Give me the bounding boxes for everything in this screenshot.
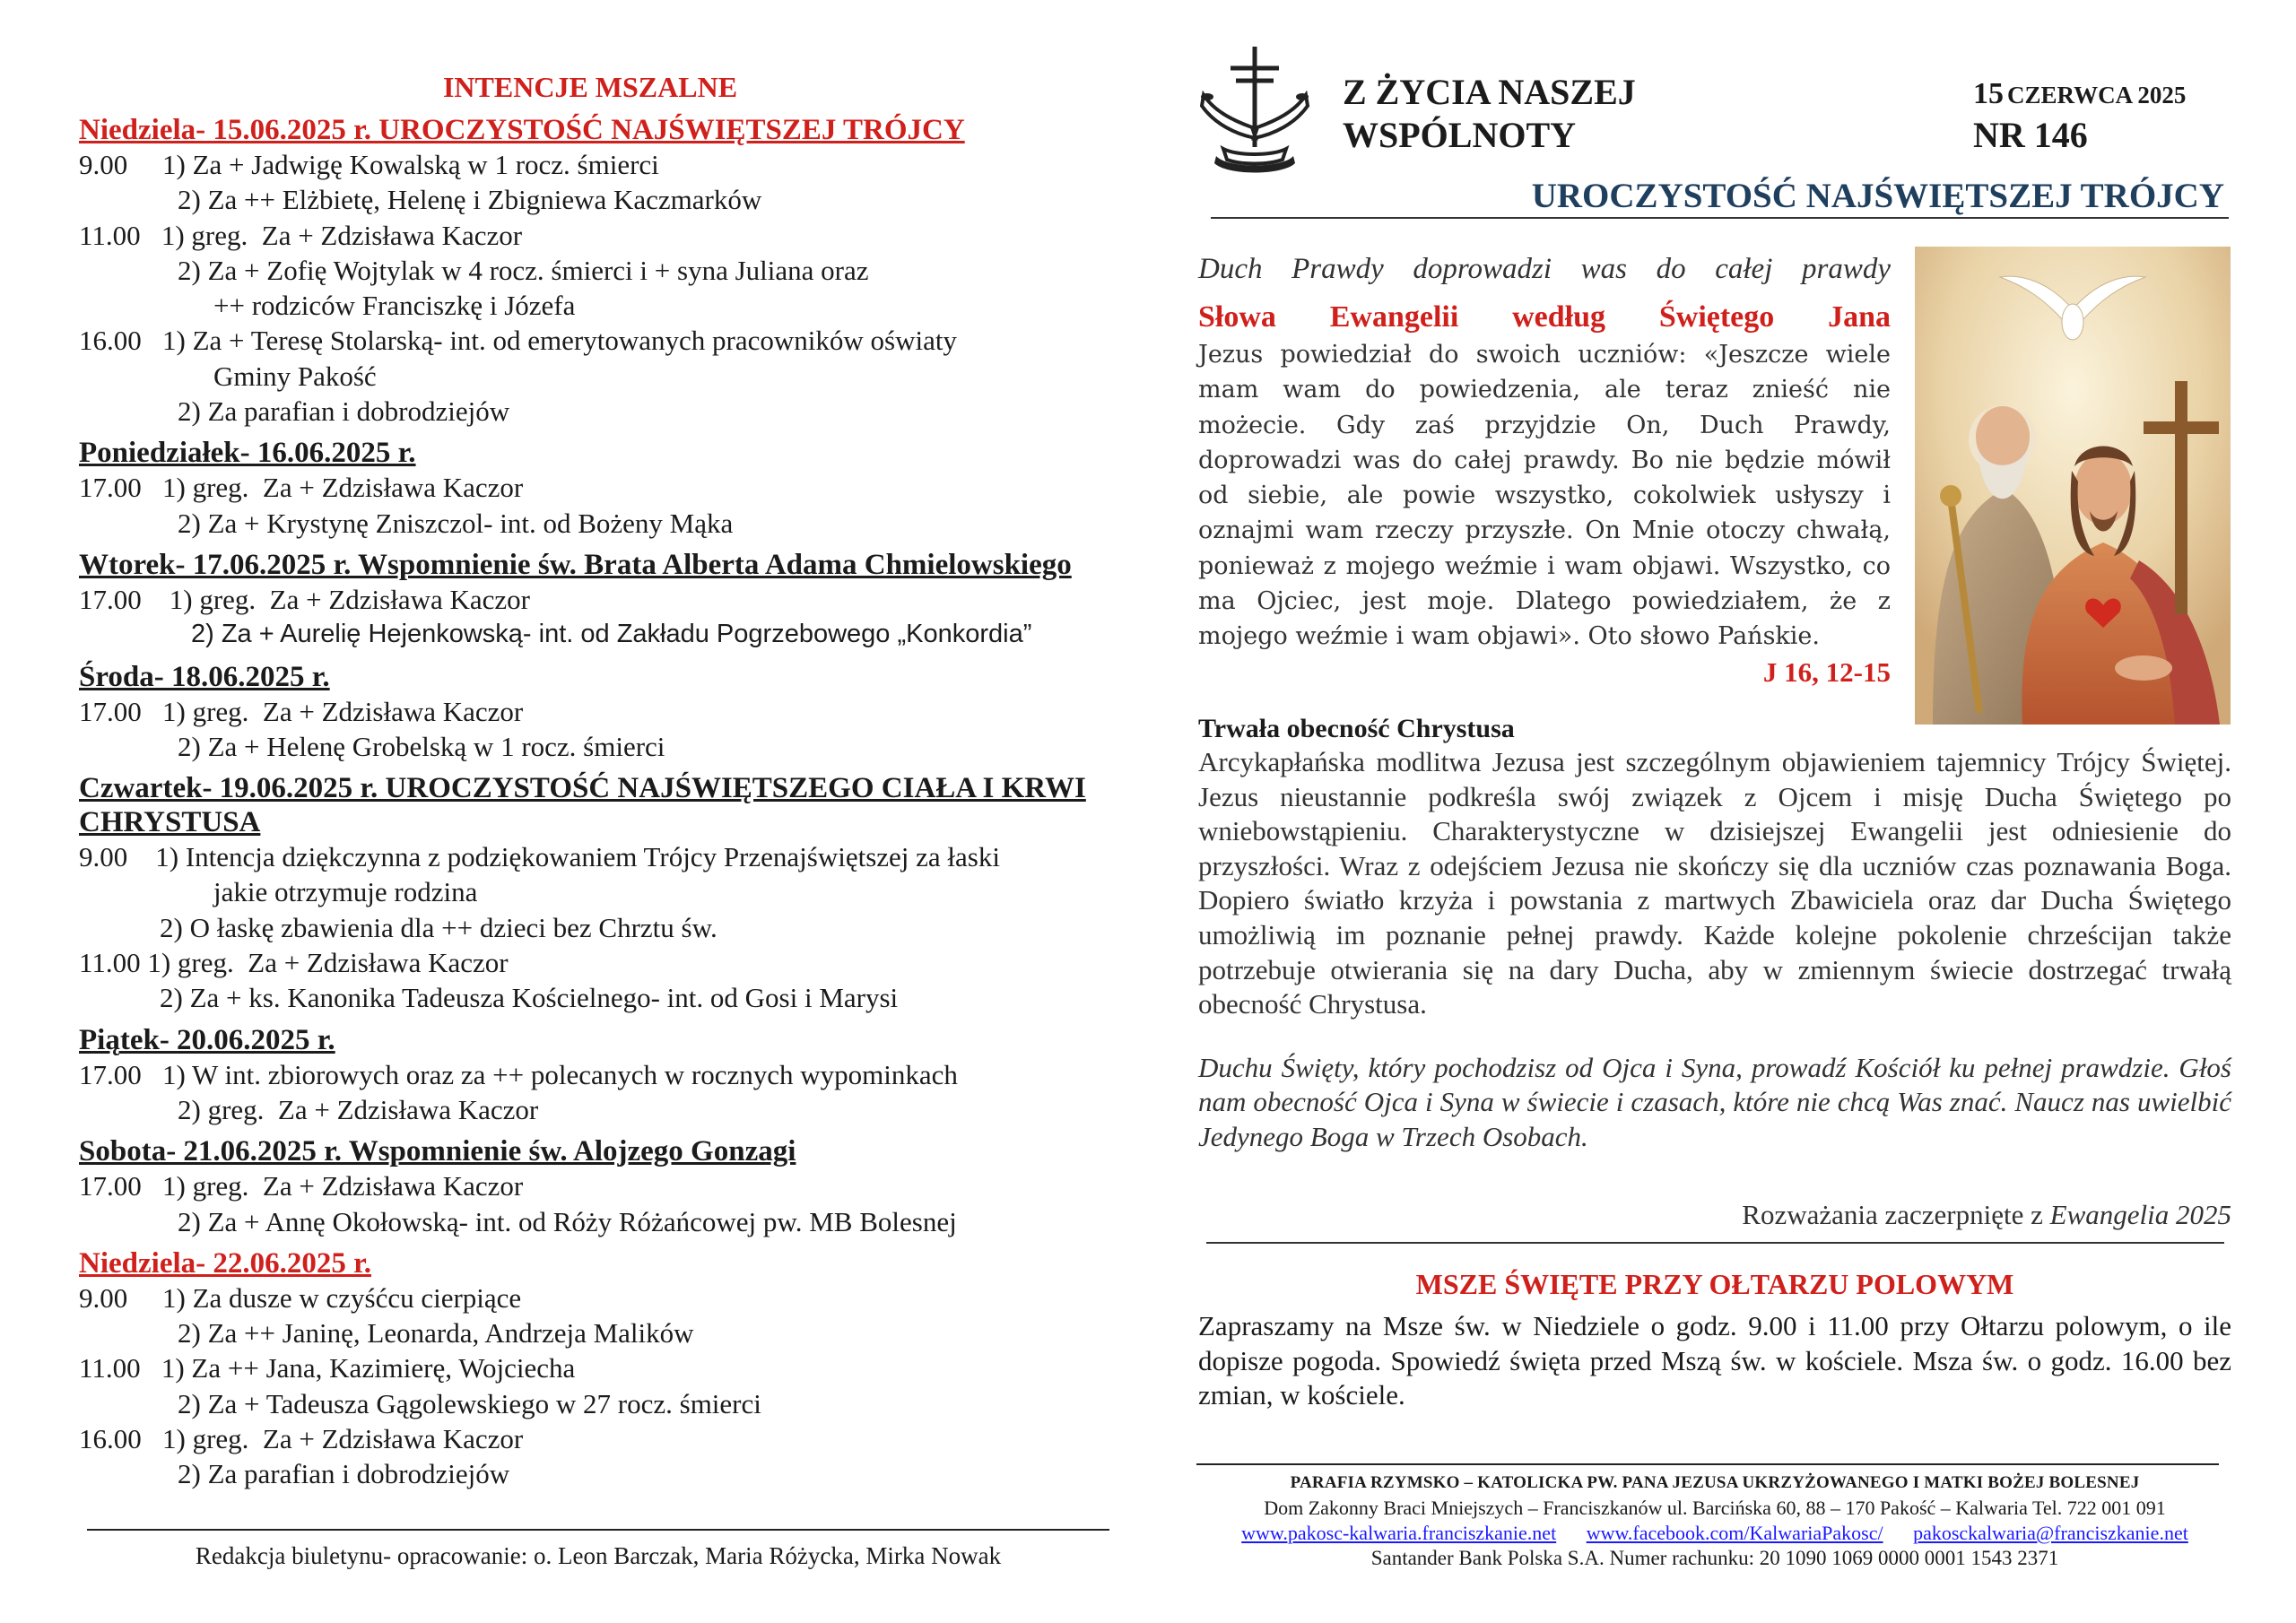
day-heading: Środa- 18.06.2025 r. xyxy=(79,660,330,693)
email-link[interactable]: pakosckalwaria@franciszkanie.net xyxy=(1913,1522,2188,1544)
day-heading: Wtorek- 17.06.2025 r. Wspomnienie św. Brata Alberta Adama Chmielowskiego xyxy=(79,548,1072,581)
gospel-body: Jezus powiedział do swoich uczniów: «Jeszcze wiele mam wam do powiedzenia, ale teraz znieść nie możecie. Gdy zaś przyjdzie On, Duch Prawdy, doprowadzi was do całej prawdy. Bo nie będzie mówił od siebie, ale powie wszystko, cokolwiek usłyszy i oznajmi wam rzeczy przyszłe. On Mnie otoczy chwałą, ponieważ z mojego weźmie i wam objawi. Wszystko, co ma Ojciec, jest moje. Dlatego powiedziałem, że z mojego weźmie i wam objawi». Oto słowo Pańskie. xyxy=(1198,341,1891,651)
intention-line: 2) Za parafian i dobrodziejów xyxy=(178,395,510,428)
gospel-text xyxy=(1198,337,1891,688)
parish-links xyxy=(1198,1521,2231,1546)
intention-line: 17.00 1) greg. Za + Zdzisława Kaczor xyxy=(79,583,530,615)
parish-footer-divider xyxy=(1196,1463,2219,1465)
intention-line: 2) Za + Aurelię Hejenkowską- int. od Zakładu Pogrzebowego „Konkordia” xyxy=(191,620,1032,649)
issue-month-year: CZERWCA 2025 xyxy=(2007,82,2187,108)
intention-line: 9.00 1) Za dusze w czyśćcu cierpiące xyxy=(79,1281,522,1314)
intention-line: 2) O łaskę zbawienia dla ++ dzieci bez Chrztu św. xyxy=(160,911,718,943)
intention-line: 2) Za + ks. Kanonika Tadeusza Kościelnego- int. od Gosi i Marysi xyxy=(160,982,899,1014)
issue-number: NR 146 xyxy=(1973,115,2088,155)
gospel-section xyxy=(1198,251,1891,690)
intention-line: 9.00 1) Intencja dziękczynna z podziękowaniem Trójcy Przenajświętszej za łaski xyxy=(79,841,1000,873)
bank-account: Santander Bank Polska S.A. Numer rachunku: 20 1090 1069 0000 0001 1543 2371 xyxy=(1370,1547,2059,1569)
intention-line: 11.00 1) greg. Za + Zdzisława Kaczor xyxy=(79,947,509,979)
reflection-source xyxy=(1198,1197,2231,1233)
mass-intentions-column xyxy=(79,68,1119,1492)
intention-line: 16.00 1) Za + Teresę Stolarską- int. od emerytowanych pracowników oświaty xyxy=(79,325,957,357)
reflection-heading: Trwała obecność Chrystusa xyxy=(1198,714,1515,743)
day-heading: Piątek- 20.06.2025 r. xyxy=(79,1023,335,1056)
issue-date xyxy=(1973,75,2186,118)
website-link[interactable]: www.pakosc-kalwaria.franciszkanie.net xyxy=(1241,1522,1557,1544)
masthead-title-line1: Z ŻYCIA NASZEJ xyxy=(1343,72,1636,112)
day-heading: Sobota- 21.06.2025 r. Wspomnienie św. Alojzego Gonzagi xyxy=(79,1135,796,1168)
reflection-text: Arcykapłańska modlitwa Jezusa jest szczególnym objawieniem tajemnicy Trójcy Świętej. Jezus nieustannie podkreśla swój związek z Ojcem i misję Ducha Świętego po wniebowstąpieniu. Charakterystyczne w dzisiejszej Ewangelii jest odniesienie do przyszłości. Wraz z odejściem Jezusa nie skończy się dla uczniów czas poznawania Boga. Dopiero światło krzyża i powstania z martwych Zbawiciela oraz dar Ducha Świętego umożliwią im poznanie pełnej prawdy. Każde kolejne pokolenie chrześcijan także potrzebuje otwierania się na dary Ducha, aby w zmiennym świecie dostrzegać trwałą obecność Chrystusa. xyxy=(1198,746,2231,1020)
facebook-link[interactable]: www.facebook.com/KalwariaPakosc/ xyxy=(1586,1522,1883,1544)
intention-line: 2) Za ++ Janinę, Leonarda, Andrzeja Malików xyxy=(178,1317,694,1350)
issue-day: 15 xyxy=(1973,77,2004,110)
parish-footer xyxy=(1198,1471,2231,1571)
day-heading: Niedziela- 22.06.2025 r. xyxy=(79,1246,371,1280)
intention-line: 2) Za + Zofię Wojtylak w 4 rocz. śmierci i + syna Juliana oraz xyxy=(178,254,869,286)
intention-line: 11.00 1) greg. Za + Zdzisława Kaczor xyxy=(79,219,523,251)
reflection-prayer: Duchu Święty, który pochodzisz od Ojca i Syna, prowadź Kościół ku pełnej prawdzie. Głoś nam obecność Ojca i Syna w świecie i czasach, które nie chcą Was znać. Naucz nas uwielbić Jedynego Boga w Trzech Osobach. xyxy=(1198,1051,2231,1152)
intention-line: ++ rodziców Franciszkę i Józefa xyxy=(213,290,576,322)
masthead-title-line2: WSPÓLNOTY xyxy=(1343,115,1577,155)
intention-line: 2) Za parafian i dobrodziejów xyxy=(178,1458,510,1490)
intention-line: 17.00 1) greg. Za + Zdzisława Kaczor xyxy=(79,1170,524,1202)
intention-line: jakie otrzymuje rodzina xyxy=(213,876,478,908)
field-altar-heading: MSZE ŚWIĘTE PRZY OŁTARZU POLOWYM xyxy=(1415,1268,2014,1300)
source-title: Ewangelia 2025 xyxy=(2049,1199,2231,1230)
day-heading: Niedziela- 15.06.2025 r. UROCZYSTOŚĆ NAJŚWIĘTSZEJ TRÓJCY xyxy=(79,114,965,146)
intention-line: 2) greg. Za + Zdzisława Kaczor xyxy=(178,1093,539,1125)
gospel-heading: Słowa Ewangelii według Świętego Jana xyxy=(1198,300,1891,334)
intention-line: 16.00 1) greg. Za + Zdzisława Kaczor xyxy=(79,1423,524,1455)
intention-line: 2) Za + Krystynę Zniszczol- int. od Bożeny Mąka xyxy=(178,507,734,539)
intention-line: Gminy Pakość xyxy=(213,360,377,392)
parish-name: PARAFIA RZYMSKO – KATOLICKA PW. PANA JEZUSA UKRZYŻOWANEGO I MATKI BOŻEJ BOLESNEJ xyxy=(1290,1473,2140,1492)
gospel-motto: Duch Prawdy doprowadzi was do całej prawdy xyxy=(1198,253,1891,285)
mass-intentions-title: INTENCJE MSZALNE xyxy=(442,71,738,103)
intention-line: 9.00 1) Za + Jadwigę Kowalską w 1 rocz. śmierci xyxy=(79,149,659,180)
masthead-divider xyxy=(1211,217,2229,219)
section-divider xyxy=(1206,1242,2224,1244)
parish-address: Dom Zakonny Braci Mniejszych – Franciszkanów ul. Barcińska 60, 88 – 170 Pakość – Kalwaria Tel. 722 001 091 xyxy=(1264,1497,2166,1519)
intention-line: 17.00 1) W int. zbiorowych oraz za ++ polecanych w rocznych wypominkach xyxy=(79,1058,958,1090)
intention-line: 2) Za + Annę Okołowską- int. od Róży Różańcowej pw. MB Bolesnej xyxy=(178,1205,957,1237)
source-prefix: Rozważania zaczerpnięte z xyxy=(1742,1199,2050,1230)
reflection-section xyxy=(1198,713,2231,1155)
holy-trinity-painting xyxy=(1915,247,2231,725)
field-altar-text: Zapraszamy na Msze św. w Niedziele o godz. 9.00 i 11.00 przy Ołtarzu polowym, o ile dopisze pogoda. Spowiedź święta przed Mszą św. w kościele. Msza św. o godz. 16.00 bez zmian, w kościele. xyxy=(1198,1310,2231,1411)
intention-line: 2) Za ++ Elżbietę, Helenę i Zbigniewa Kaczmarków xyxy=(178,184,762,216)
intention-line: 17.00 1) greg. Za + Zdzisława Kaczor xyxy=(79,472,524,504)
intention-line: 2) Za + Tadeusza Gągolewskiego w 27 rocz. śmierci xyxy=(178,1387,761,1419)
day-heading: Czwartek- 19.06.2025 r. UROCZYSTOŚĆ NAJŚWIĘTSZEGO CIAŁA I KRWI CHRYSTUSA xyxy=(79,772,1086,839)
feast-title: UROCZYSTOŚĆ NAJŚWIĘTSZEJ TRÓJCY xyxy=(1531,177,2224,215)
intention-line: 2) Za + Helenę Grobelską w 1 rocz. śmierci xyxy=(178,730,665,762)
intention-line: 17.00 1) greg. Za + Zdzisława Kaczor xyxy=(79,695,524,727)
gospel-reference: J 16, 12-15 xyxy=(1762,655,1891,688)
left-footer-divider xyxy=(87,1529,1109,1531)
intention-line: 11.00 1) Za ++ Jana, Kazimierę, Wojciecha xyxy=(79,1352,576,1384)
editorial-credits: Redakcja biuletynu- opracowanie: o. Leon Barczak, Maria Różycka, Mirka Nowak xyxy=(195,1542,1002,1569)
intentions-list xyxy=(79,113,1119,1492)
franciscan-cross-arms-icon xyxy=(1196,41,1313,176)
day-heading: Poniedziałek- 16.06.2025 r. xyxy=(79,437,416,470)
